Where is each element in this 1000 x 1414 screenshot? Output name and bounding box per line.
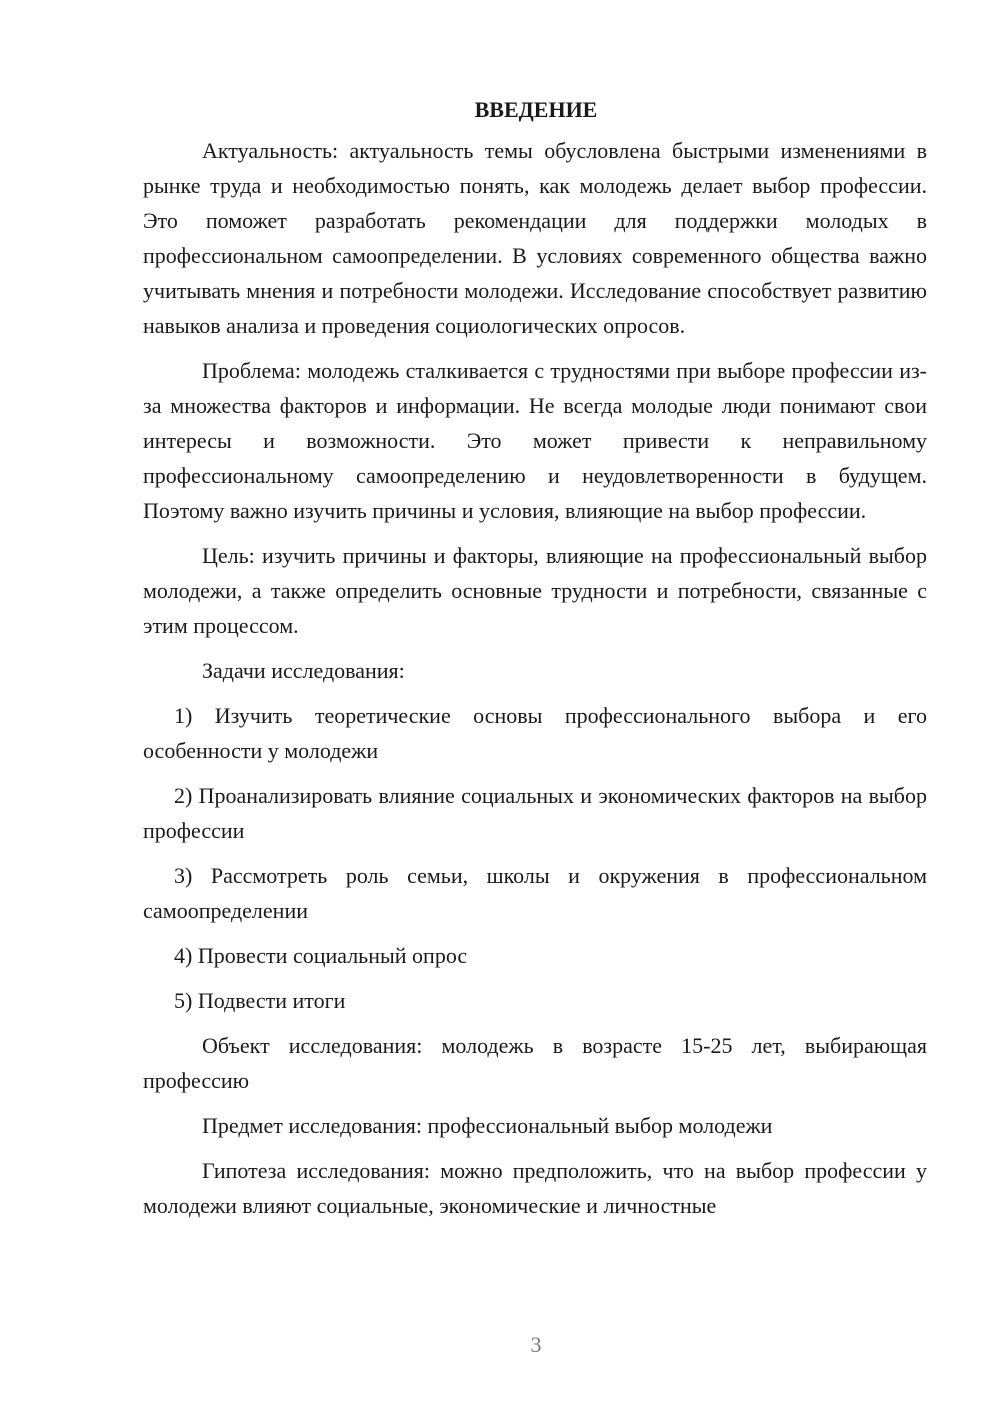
page-content [143, 92, 927, 1223]
task-item: 1) Изучить теоретические основы профессионального выбора и его особенности у молодежи [143, 703, 927, 763]
paragraph-problem: Проблема: молодежь сталкивается с трудностями при выборе профессии из-за множества факторов и информации. Не всегда молодые люди понимают свои интересы и возможности. Это может привести к неправильному профессиональному самоопределению и неудовлетворенности в будущем. Поэтому важно изучить причины и условия, влияющие на выбор профессии. [143, 358, 927, 523]
tasks-heading: Задачи исследования: [202, 658, 405, 683]
task-item: 3) Рассмотреть роль семьи, школы и окружения в профессиональном самоопределении [143, 863, 927, 923]
paragraph-relevance: Актуальность: актуальность темы обусловлена быстрыми изменениями в рынке труда и необходимостью понять, как молодежь делает выбор профессии. Это поможет разработать рекомендации для поддержки молодых в профессиональном самоопределении. В условиях современного общества важно учитывать мнения и потребности молодежи. Исследование способствует развитию навыков анализа и проведения социологических опросов. [143, 138, 927, 338]
paragraph-object: Объект исследования: молодежь в возрасте 15-25 лет, выбирающая профессию [143, 1033, 927, 1093]
paragraph-hypothesis: Гипотеза исследования: можно предположить, что на выбор профессии у молодежи влияют социальные, экономические и личностные [143, 1158, 927, 1218]
paragraph-goal: Цель: изучить причины и факторы, влияющие на профессиональный выбор молодежи, а также определить основные трудности и потребности, связанные с этим процессом. [143, 543, 927, 638]
page-number: 3 [530, 1332, 542, 1357]
task-item: 5) Подвести итоги [174, 988, 346, 1013]
task-item: 2) Проанализировать влияние социальных и экономических факторов на выбор профессии [143, 783, 927, 843]
section-title: ВВЕДЕНИЕ [474, 97, 598, 122]
task-item: 4) Провести социальный опрос [174, 943, 468, 968]
paragraph-subject: Предмет исследования: профессиональный выбор молодежи [202, 1113, 773, 1138]
